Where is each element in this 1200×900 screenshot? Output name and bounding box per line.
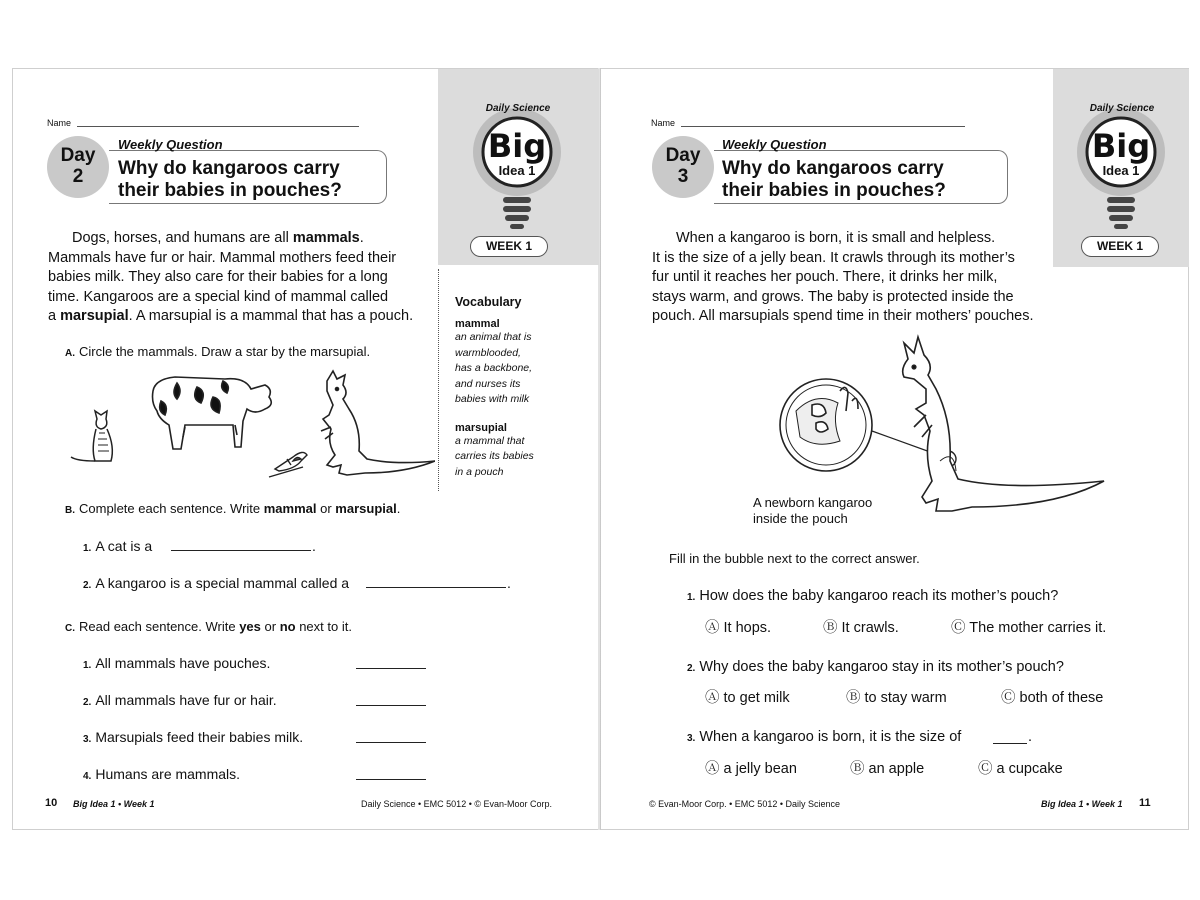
right-page — [601, 68, 1189, 830]
answer-line-b1[interactable] — [171, 550, 311, 551]
q2-option-c[interactable]: Ⓒ both of these — [1001, 690, 1104, 706]
footer-credit: Daily Science • EMC 5012 • © Evan-Moor Corp. — [361, 799, 553, 809]
big-idea-badge — [1057, 97, 1187, 257]
footer-section: Big Idea 1 • Week 1 — [1041, 799, 1123, 809]
question-line-2: their babies in pouches? — [722, 180, 946, 201]
vocabulary-title: Vocabulary — [455, 295, 522, 309]
answer-line-b2[interactable] — [366, 587, 506, 588]
page-number: 10 — [45, 797, 58, 809]
badge-idea: Idea 1 — [498, 163, 536, 178]
big-idea-badge — [453, 97, 583, 257]
passage: When a kangaroo is born, it is small and helpless. It is the size of a jelly bean. It crawls through its mother’s fur until it reaches her pouch. There, it drinks her milk, stays warm, and grows. The baby is protected inside the pouch. All marsupials spend time in their mothers’ pouches. — [652, 230, 1034, 324]
name-label: Name — [651, 118, 676, 128]
day-number: 3 — [677, 166, 689, 187]
week-pill: WEEK 1 — [1081, 236, 1159, 257]
section-b-item-1: 1. A cat is a — [83, 538, 153, 554]
section-b-instruction: B. Complete each sentence. Write mammal or marsupial. — [65, 501, 401, 516]
q2-option-b[interactable]: Ⓑ to stay warm — [846, 690, 947, 706]
answer-line-c1[interactable] — [356, 668, 426, 669]
question-3: 3. When a kangaroo is born, it is the size of — [687, 729, 962, 745]
week-pill: WEEK 1 — [470, 236, 548, 257]
term-marsupial: marsupial — [60, 308, 129, 324]
badge-big: Big — [487, 127, 547, 165]
q3-option-c[interactable]: Ⓒ a cupcake — [978, 761, 1063, 777]
question-1: 1. How does the baby kangaroo reach its mother’s pouch? — [687, 588, 1059, 604]
q1-option-b[interactable]: Ⓑ It crawls. — [823, 620, 899, 636]
question-line-1: Why do kangaroos carry — [118, 158, 340, 179]
section-c-instruction: C. Read each sentence. Write yes or no next to it. — [65, 619, 352, 634]
weekly-question-label: Weekly Question — [722, 137, 827, 152]
answer-line-c2[interactable] — [356, 705, 426, 706]
q3-option-b[interactable]: Ⓑ an apple — [850, 761, 925, 777]
passage: Dogs, horses, and humans are all mammals. Mammals have fur or hair. Mammal mothers feed their babies milk. They also care for their babies for a long time. Kangaroos are a special kind of mammal called a marsupial. A marsupial is a mammal that has a pouch. — [48, 230, 414, 324]
vocab-divider — [438, 269, 439, 491]
section-c-item: 1. All mammals have pouches. — [83, 655, 271, 671]
name-label: Name — [47, 118, 72, 128]
illustration-caption: A newborn kangaroo inside the pouch — [753, 495, 873, 526]
badge-idea: Idea 1 — [1102, 163, 1140, 178]
cat-icon — [71, 411, 112, 461]
section-a-instruction: A. Circle the mammals. Draw a star by the marsupial. — [65, 344, 371, 359]
day-number: 2 — [72, 166, 84, 187]
answer-line-c3[interactable] — [356, 742, 426, 743]
kangaroo-icon — [321, 371, 435, 475]
vocab-term: mammal — [455, 318, 500, 330]
cow-icon — [153, 377, 272, 449]
q1-option-a[interactable]: Ⓐ It hops. — [705, 620, 772, 636]
q3-option-a[interactable]: Ⓐ a jelly bean — [705, 761, 797, 777]
day-word: Day — [665, 145, 701, 166]
name-field[interactable] — [681, 126, 965, 127]
section-c-item: 3. Marsupials feed their babies milk. — [83, 729, 304, 745]
footer-section: Big Idea 1 • Week 1 — [73, 799, 155, 809]
name-field[interactable] — [77, 126, 359, 127]
section-b-item-2: 2. A kangaroo is a special mammal called a — [83, 575, 350, 591]
vocabulary-box — [455, 295, 595, 480]
badge-big: Big — [1091, 127, 1151, 165]
item-end-punct: . — [312, 538, 316, 554]
section-c-item: 4. Humans are mammals. — [83, 766, 241, 782]
weekly-question-label: Weekly Question — [118, 137, 223, 152]
item-end-punct: . — [507, 575, 511, 591]
badge-top-text: Daily Science — [485, 103, 551, 114]
page-number: 11 — [1139, 797, 1151, 809]
day-badge — [47, 136, 109, 198]
kangaroo-icon — [903, 337, 1104, 511]
left-page — [12, 68, 598, 830]
day-word: Day — [60, 145, 96, 166]
question-2: 2. Why does the baby kangaroo stay in its mother’s pouch? — [687, 659, 1064, 675]
section-c-item: 2. All mammals have fur or hair. — [83, 692, 277, 708]
q1-option-c[interactable]: Ⓒ The mother carries it. — [951, 620, 1107, 636]
bird-icon — [269, 452, 307, 477]
badge-top-text: Daily Science — [1089, 103, 1155, 114]
question-line-2: their babies in pouches? — [118, 180, 342, 201]
term-mammals: mammals — [292, 230, 360, 246]
vocab-definition: a mammal that carries its babies in a pouch — [455, 434, 534, 478]
q2-option-a[interactable]: Ⓐ to get milk — [705, 690, 790, 706]
answer-blank-q3 — [993, 743, 1027, 744]
answer-line-c4[interactable] — [356, 779, 426, 780]
day-badge — [652, 136, 714, 198]
q3-end-punct: . — [1028, 729, 1033, 745]
question-line-1: Why do kangaroos carry — [722, 158, 944, 179]
vocab-term: marsupial — [455, 421, 507, 434]
fill-bubble-instruction: Fill in the bubble next to the correct answer. — [669, 551, 920, 566]
animals-illustration[interactable] — [65, 369, 435, 489]
footer-credit: © Evan-Moor Corp. • EMC 5012 • Daily Science — [649, 799, 841, 809]
vocab-definition: an animal that is warmblooded, has a backbone, and nurses its babies with milk — [455, 331, 533, 405]
